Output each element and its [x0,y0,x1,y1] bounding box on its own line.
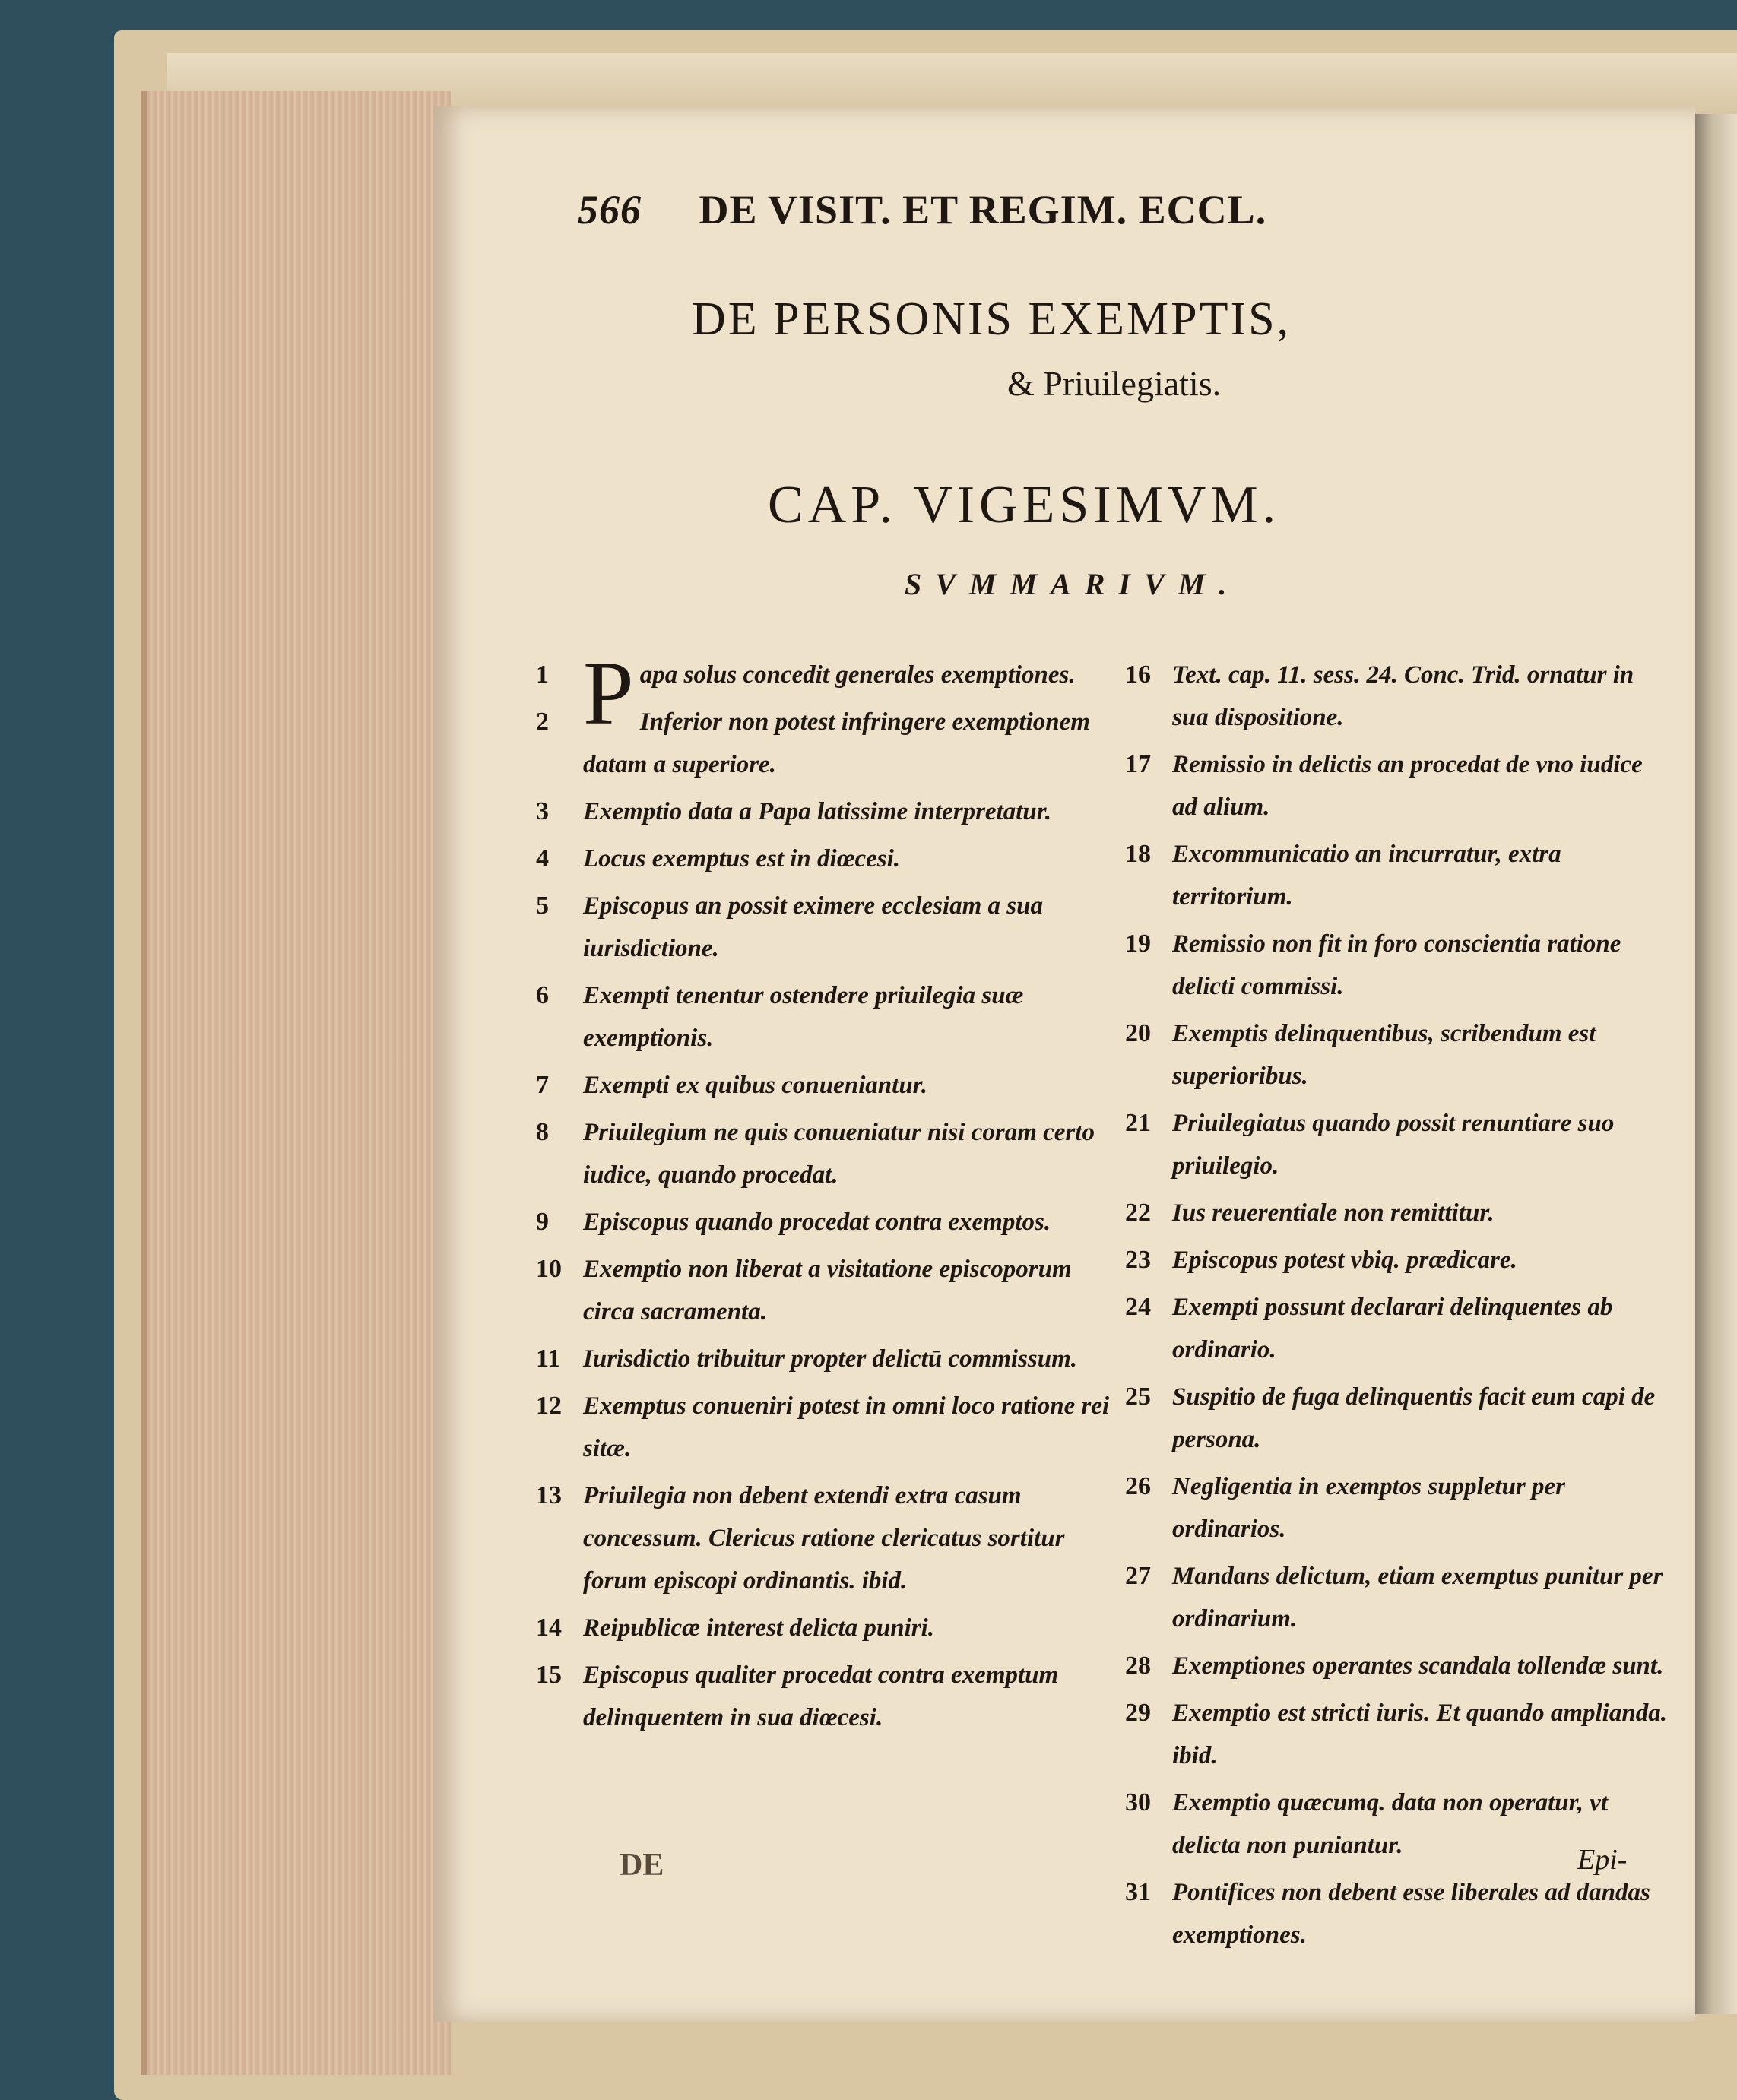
entry-text: Episcopus qualiter procedat contra exemptum delinquentem in sua diœcesi. [583,1661,1059,1731]
summary-entry [536,1607,1114,1649]
summary-entry [536,1474,1114,1602]
summary-entry [1125,1645,1672,1687]
summary-entry [536,1654,1114,1739]
entry-text: Inferior non potest infringere exemptionem datam a superiore. [583,708,1090,778]
summary-entry [536,974,1114,1060]
summary-entry [536,1248,1114,1333]
entry-text: Pontifices non debent esse liberales ad dandas exemptiones. [1172,1879,1650,1949]
entry-text: Exemptio est stricti iuris. Et quando amplianda. ibid. [1172,1699,1667,1769]
entry-text: Exempti tenentur ostendere priuilegia suæ exemptionis. [583,982,1024,1052]
entry-text: Episcopus quando procedat contra exemptos. [583,1208,1051,1236]
entry-number: 12 [536,1392,562,1420]
summary-entry [1125,1376,1672,1461]
entry-number: 22 [1125,1199,1151,1227]
entry-number: 28 [1125,1652,1151,1680]
drop-cap: P [583,642,634,743]
summary-entry [536,838,1114,880]
entry-text: Priuilegium ne quis conueniatur nisi coram certo iudice, quando procedat. [583,1119,1095,1189]
summary-entry [1125,1465,1672,1550]
section-title: DE PERSONIS EXEMPTIS, [692,293,1292,345]
summary-entry [1125,1239,1672,1281]
entry-text: Episcopus an possit eximere ecclesiam a sua iurisdictione. [583,892,1043,962]
running-head-title: DE VISIT. ET REGIM. ECCL. [699,187,1267,233]
entry-text: Episcopus potest vbiq. prædicare. [1172,1246,1517,1274]
entry-number: 31 [1125,1878,1151,1906]
entry-number: 25 [1125,1383,1151,1411]
entry-number: 1 [536,660,549,689]
entry-number: 16 [1125,660,1151,689]
entry-text: Ius reuerentiale non remittitur. [1172,1199,1495,1227]
summary-entry [1125,1555,1672,1640]
entry-number: 20 [1125,1019,1151,1047]
entry-number: 23 [1125,1246,1151,1274]
entry-number: 7 [536,1071,549,1099]
page-block-fore-edge [141,91,451,2075]
entry-number: 30 [1125,1788,1151,1817]
entry-number: 21 [1125,1109,1151,1137]
entry-text: Negligentia in exemptos suppletur per ordinarios. [1172,1473,1566,1543]
summary-entry [536,1385,1114,1470]
summary-entry [536,1064,1114,1107]
entry-text: Exemptiones operantes scandala tollendæ sunt. [1172,1652,1664,1680]
entry-text: Exemptio data a Papa latissime interpretatur. [583,798,1052,825]
entry-text: Remissio in delictis an procedat de vno iudice ad alium. [1172,751,1643,821]
entry-number: 14 [536,1614,562,1642]
summary-entry [1125,1871,1672,1956]
entry-number: 18 [1125,840,1151,868]
entry-text: Reipublicæ interest delicta puniri. [583,1614,935,1642]
entry-number: 24 [1125,1293,1151,1321]
entry-number: 9 [536,1208,549,1236]
catchword-left: DE [620,1848,664,1883]
summary-entry [536,1111,1114,1196]
entry-text: Priuilegiatus quando possit renuntiare suo priuilegio. [1172,1110,1615,1180]
facing-page-edge [1695,114,1737,2014]
entry-number: 10 [536,1255,562,1283]
entry-number: 17 [1125,750,1151,778]
entry-number: 2 [536,708,549,736]
entry-text: Priuilegia non debent extendi extra casum concessum. Clericus ratione clericatus sortitur forum episcopi ordinantis. ibid. [583,1482,1065,1595]
entry-text: Iurisdictio tribuitur propter delictū commissum. [583,1345,1078,1373]
entry-text: Suspitio de fuga delinquentis facit eum capi de persona. [1172,1383,1656,1453]
summary-column-left [536,642,1114,1744]
entry-number: 15 [536,1661,562,1689]
entry-number: 4 [536,844,549,873]
summary-entry [1125,1192,1672,1234]
summary-entry [1125,1012,1672,1098]
summary-entry [536,790,1114,833]
summary-entry [536,1338,1114,1380]
summary-entry [1125,1692,1672,1777]
entry-number: 8 [536,1118,549,1146]
chapter-title: CAP. VIGESIMVM. [768,476,1281,534]
entry-text: Exemptio quæcumq. data non operatur, vt delicta non puniantur. [1172,1789,1608,1859]
summary-entry [536,885,1114,970]
entry-text: Exemptio non liberat a visitatione episcoporum circa sacramenta. [583,1256,1072,1326]
entry-number: 11 [536,1345,561,1373]
summary-entry [1125,1286,1672,1371]
entry-text: Excommunicatio an incurratur, extra territorium. [1172,841,1561,911]
running-head [578,186,1566,233]
entry-text: Mandans delictum, etiam exemptus punitur per ordinarium. [1172,1563,1663,1633]
entry-text-rest: apa solus concedit generales exemptiones. [639,661,1076,689]
entry-number: 3 [536,797,549,825]
entry-text: Exempti possunt declarari delinquentes ab ordinario. [1172,1294,1613,1364]
summary-entry [1125,833,1672,918]
catchword: Epi- [1577,1844,1628,1876]
entry-text: Exemptus conueniri potest in omni loco ratione rei sitæ. [583,1392,1110,1462]
entry-text: Exempti ex quibus conueniantur. [583,1072,927,1099]
entry-number: 19 [1125,930,1151,958]
entry-number: 29 [1125,1699,1151,1727]
summary-entry [536,701,1114,786]
page-number: 566 [578,187,642,233]
summary-entry [1125,923,1672,1008]
summarium-label: SVMMARIVM. [905,567,1241,601]
entry-number: 27 [1125,1562,1151,1590]
entry-text: Remissio non fit in foro conscientia ratione delicti commissi. [1172,930,1621,1000]
entry-number: 13 [536,1481,562,1509]
entry-text: Exemptis delinquentibus, scribendum est superioribus. [1172,1020,1596,1090]
entry-text: Text. cap. 11. sess. 24. Conc. Trid. ornatur in sua dispositione. [1172,661,1634,731]
summary-entry [1125,654,1672,739]
summary-entry [1125,743,1672,828]
entry-number: 26 [1125,1472,1151,1500]
entry-text: Locus exemptus est in diœcesi. [583,845,901,873]
section-subtitle: & Priuilegiatis. [1007,364,1222,403]
summary-entry [536,1201,1114,1243]
entry-number: 6 [536,981,549,1009]
summary-column-right [1125,654,1672,1961]
summary-entry [1125,1102,1672,1187]
entry-number: 5 [536,892,549,920]
